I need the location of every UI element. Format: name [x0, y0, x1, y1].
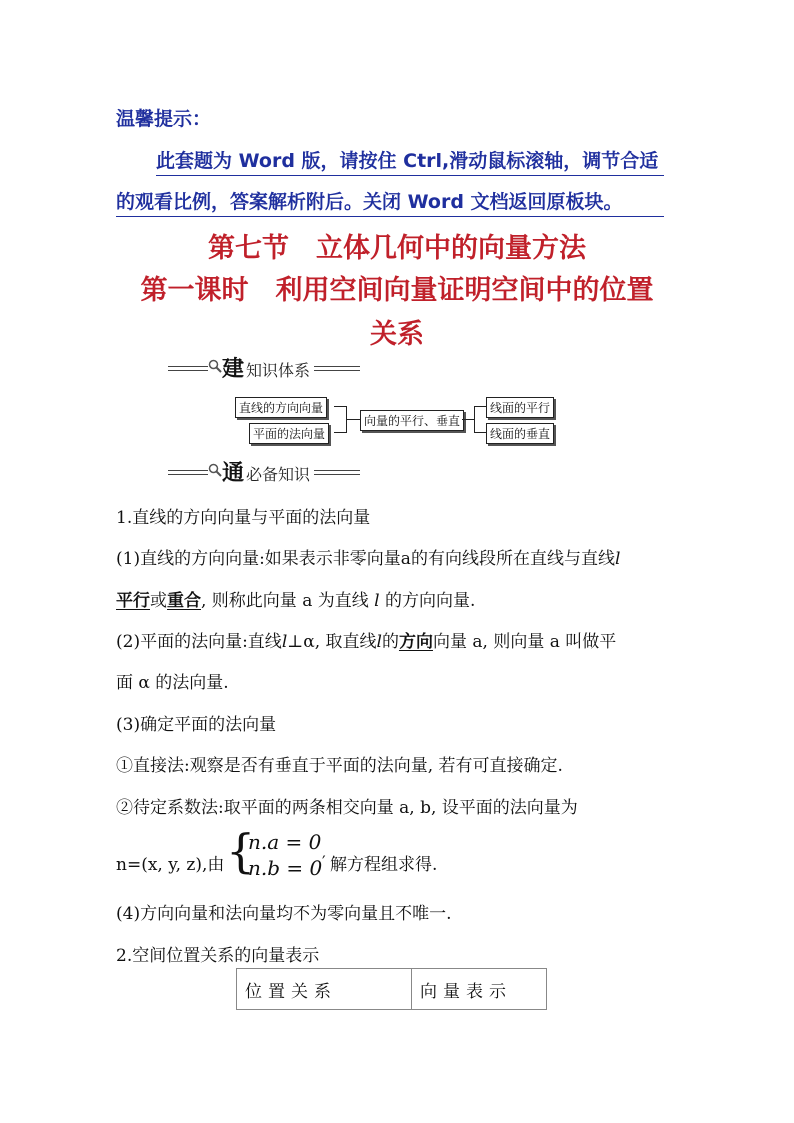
- keyword-direction: 方向: [398, 632, 433, 652]
- diagram-connector: [474, 432, 486, 433]
- symbol-l: l: [374, 591, 380, 611]
- section-rule-right: [314, 470, 360, 475]
- paragraph-1-line-2: [116, 586, 475, 611]
- text: 的方向向量.: [385, 591, 476, 611]
- title-line-2: 第一课时 利用空间向量证明空间中的位置: [140, 275, 654, 306]
- title-line-3: 关系: [370, 319, 424, 350]
- section-char-tong: 通: [222, 460, 245, 486]
- text: , 则称此向量 a 为直线: [201, 591, 369, 611]
- comma-mark: ′: [322, 852, 326, 871]
- equation-2: n.b = 0: [248, 856, 323, 880]
- title-line-1: 第七节 立体几何中的向量方法: [208, 233, 586, 264]
- table-header-cell: 位置关系: [237, 969, 412, 1010]
- diagram-connector: [474, 406, 486, 407]
- diagram-connector: [334, 406, 346, 407]
- brace-symbol: {: [226, 824, 256, 878]
- keyword-parallel: 平行: [116, 591, 150, 611]
- text: (2)平面的法向量:直线: [116, 632, 282, 652]
- diagram-connector: [462, 419, 474, 420]
- text: 或: [150, 591, 167, 611]
- section-title-essential-knowledge: 必备知识: [246, 465, 311, 484]
- paragraph-3: (3)确定平面的法向量: [116, 715, 277, 735]
- diagram-box-direction-vector: 直线的方向向量: [235, 397, 327, 418]
- notice-line-2: 的观看比例，答案解析附后。关闭 Word 文档返回原板块。: [116, 187, 664, 217]
- section-title-knowledge-system: 知识体系: [246, 361, 311, 380]
- diagram-box-line-plane-perpendicular: 线面的垂直: [486, 423, 554, 444]
- diagram-connector: [334, 432, 346, 433]
- diagram-box-normal-vector: 平面的法向量: [249, 423, 329, 444]
- text: 向量 a, 则向量 a 叫做平: [432, 632, 617, 652]
- notice-line-1: 此套题为 Word 版，请按住 Ctrl,滑动鼠标滚轴，调节合适: [156, 146, 664, 176]
- table-header-cell: 向量表示: [412, 969, 547, 1010]
- symbol-l: l: [614, 549, 621, 569]
- section-rule-right: [314, 366, 360, 371]
- paragraph-6: [116, 850, 224, 875]
- section-rule-left: [168, 470, 208, 475]
- table-row: [237, 969, 547, 1010]
- paragraph-1-line-1: [116, 544, 620, 569]
- paragraph-5: ②待定系数法:取平面的两条相交向量 a, b, 设平面的法向量为: [116, 798, 578, 818]
- paragraph-7: (4)方向向量和法向量均不为零向量且不唯一.: [116, 904, 452, 924]
- magnifier-icon: [208, 462, 222, 481]
- symbol-l: l: [376, 632, 382, 652]
- paragraph-4: ①直接法:观察是否有垂直于平面的法向量, 若有可直接确定.: [116, 756, 563, 776]
- text: ⊥α, 取直线: [287, 632, 377, 652]
- text: n=(x, y, z),由: [116, 855, 225, 875]
- keyword-coincide: 重合: [167, 591, 201, 611]
- heading-2: 2.空间位置关系的向量表示: [116, 946, 320, 966]
- diagram-box-parallel-perpendicular: 向量的平行、垂直: [360, 410, 464, 431]
- heading-1: 1.直线的方向向量与平面的法向量: [116, 508, 371, 528]
- paragraph-2-line-1: [116, 627, 616, 652]
- text: (1)直线的方向向量:如果表示非零向量a的有向线段所在直线与直线: [116, 549, 615, 569]
- section-char-jian: 建: [222, 356, 245, 382]
- notice-label: 温馨提示：: [116, 108, 212, 130]
- paragraph-2-line-2: 面 α 的法向量.: [116, 673, 229, 693]
- diagram-connector: [346, 419, 360, 420]
- text: 的: [381, 632, 399, 652]
- section-rule-left: [168, 366, 208, 371]
- symbol-l: l: [281, 632, 288, 652]
- paragraph-6-tail: 解方程组求得.: [330, 855, 438, 875]
- diagram-box-line-plane-parallel: 线面的平行: [486, 397, 554, 418]
- magnifier-icon: [208, 358, 222, 377]
- relation-table: [236, 968, 547, 1010]
- equation-1: n.a = 0: [248, 830, 322, 854]
- diagram-connector: [474, 406, 475, 433]
